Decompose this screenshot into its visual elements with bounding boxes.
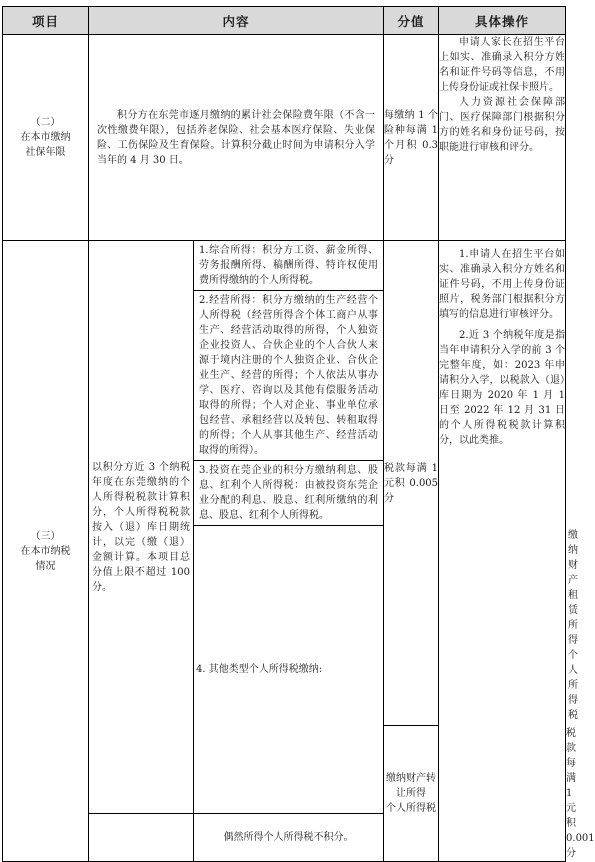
row3-income-transfer: 缴纳财产转让所得 个人所得税 [384, 726, 439, 862]
row3-operation-p2: 2.近 3 个纳税年度是指当年申请积分入学的前 3 个完整年度，如：2023 年申请积分入学，以税款入（退）库日期为 2020 年 1 月 1 日至 2022 年 12 月 31 日的个人所得税税款计算积分，以此类推。 [439, 330, 566, 446]
row3-score-a: 税款每满 1 元积 0.005 分 [384, 241, 439, 726]
row2-item: （二） 在本市缴纳 社保年限 [3, 35, 89, 241]
row3-item: （三） 在本市纳税 情况 [3, 241, 89, 862]
row3-income-other-label: 4. 其他类型个人所得税缴纳: [194, 526, 384, 814]
row3-income-business: 2.经营所得：积分方缴纳的生产经营个人所得税（经营所得含个体工商户从事生产、经营活动取得的所得，个人独资企业投资人、合伙企业的个人合伙人来源于境内注册的个人独资企业、合伙企业生产、经营的所得；个人依法从事办学、医疗、咨询以及其他有偿服务活动取得的所得；个人对企业、事业单位承包经营、承租经营以及转包、转租取得的所得；个人从事其他生产、经营活动取得的所得）。 [194, 291, 384, 461]
header-row [3, 7, 566, 35]
row3-income4b-row: 缴纳财产转让所得 个人所得税 税款每满 1 元积 0.001 分 [3, 726, 566, 797]
header-score: 分值 [384, 7, 439, 35]
row3-income-investment: 3.投资在莞企业的积分方缴纳利息、股息、红利个人所得税：由被投资东莞企业分配的利息、股息、红利所缴纳的利息、股息、红利个人所得税。 [194, 461, 384, 526]
row3-income1 [3, 241, 566, 291]
points-policy-table [2, 6, 595, 862]
row3-blank-cell [89, 814, 194, 862]
row3-operation [439, 241, 566, 862]
row2-operation-p2: 人力资源社会保障部门、医疗保障部门根据积分方的姓名和身份证号码，按职能进行审核和评分。 [439, 97, 566, 153]
row2-operation-p1: 申请人家长在招生平台上如实、准确录入积分方姓名和证件号码等信息，不用上传身份证或社保卡照片。 [439, 37, 566, 93]
header-item: 项目 [3, 7, 89, 35]
row-social-insurance [3, 35, 566, 241]
row3-income-comprehensive: 1.综合所得：积分方工资、薪金所得、劳务报酬所得、稿酬所得、特许权使用费所得缴纳的个人所得税。 [194, 241, 384, 291]
header-content: 内容 [89, 7, 384, 35]
row2-operation [439, 35, 566, 241]
header-operation: 具体操作 [439, 7, 566, 35]
row2-content: 积分方在东莞市逐月缴纳的累计社会保险费年限（不含一次性缴费年限），包括养老保险、社会基本医疗保险、失业保险、工伤保险及生育保险。计算积分截止时间为申请积分入学当年的 4 月 30 日。 [89, 35, 384, 241]
row2-score: 每缴纳 1 个险种每满 1 个月积 0.3 分 [384, 35, 439, 241]
row3-income4a-row: 4. 其他类型个人所得税缴纳: 缴纳财产租赁所得 个人所得税 [3, 526, 566, 726]
row3-operation-p1: 1.申请人在招生平台如实、准确录入积分方姓名和证件号码，不用上传身份证照片，税务部门根据积分方填写的信息进行审核评分。 [439, 249, 566, 320]
row3-income-occasional: 偶然所得个人所得税不积分。 [194, 814, 384, 862]
row3-description: 以积分方近 3 个纳税年度在东莞缴纳的个人所得税税款计算积分，个人所得税税款按入（退）库日期统计，以完（缴（退）金额计算。本项目总分值上限不超过 100 分。 [89, 241, 194, 814]
